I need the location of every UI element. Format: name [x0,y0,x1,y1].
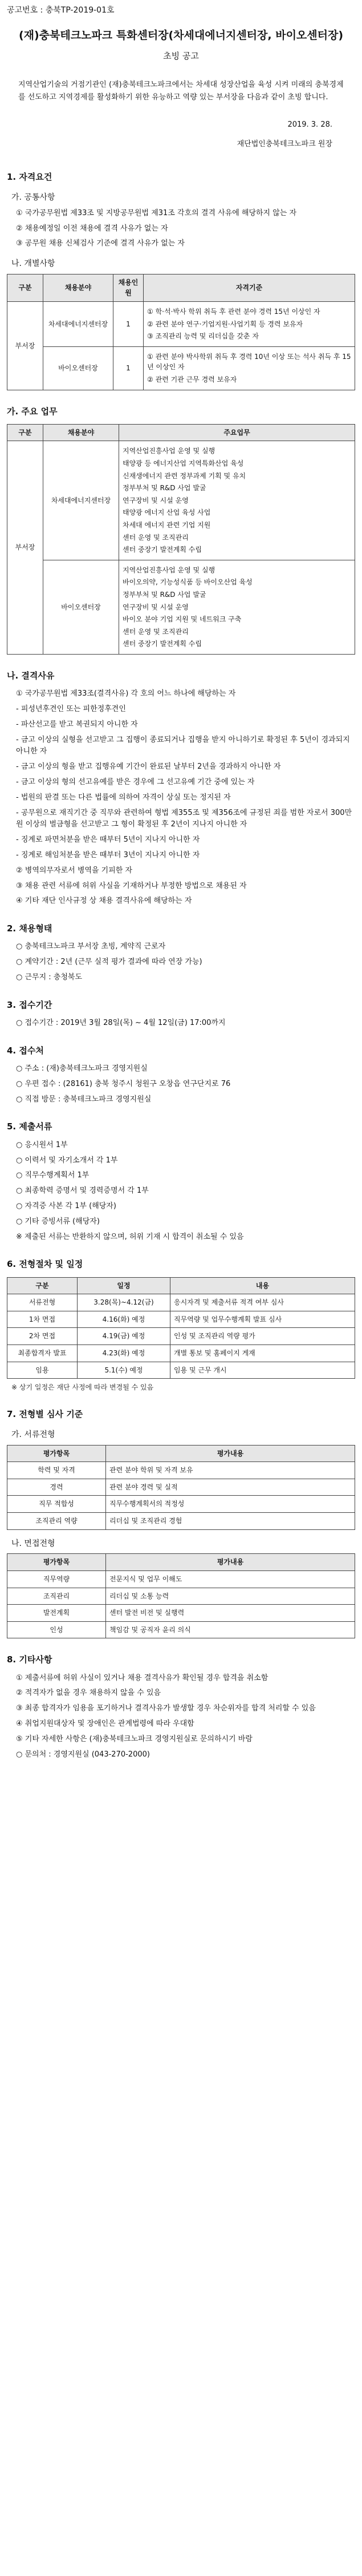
list-item: - 금고 이상의 형의 선고유예를 받은 경우에 그 선고유예 기간 중에 있는 자 [16,777,255,786]
duties-table [7,424,355,655]
list-item: 신재생에너지 관련 정부과제 기획 및 유치 [123,471,246,480]
list-item: ○ 최종학력 증명서 및 경력증명서 각 1부 [16,1186,149,1196]
list-item: ⑤ 기타 자세한 사항은 (재)충북테크노파크 경영지원실로 문의하시기 바람 [16,1734,253,1743]
list-item: 태양광 에너지 산업 육성 사업 [123,508,211,517]
table-row [7,1294,355,1311]
common-requirements-list [16,208,355,250]
list-item: ○ 접수기간 : 2019년 3월 28일(목) ~ 4월 12일(금) 17:00까지 [16,1019,226,1028]
table-cell: 최종합격자 발표 [7,1344,78,1362]
section-criteria-title: 7. 전형별 심사 기준 [7,1408,83,1419]
list-item: ② 채용예정일 이전 채용에 결격 사유가 없는 자 [16,224,168,233]
table-row [7,1513,355,1530]
notice-intro: 지역산업기술의 거점기관인 (재)충북테크노파크에서는 차세대 성장산업을 육성 시켜 미래의 충북경제를 선도하고 지역경제를 활성화하기 위한 유능하고 역량 있는 부서장을 다음과 같이 초빙 합니다. [18,80,344,102]
table-header: 평가내용 [106,1554,355,1571]
table-row [7,1362,355,1379]
list-item: 바이오 분야 기업 지원 및 네트워크 구축 [123,615,242,624]
list-item: 센터 운영 및 조직관리 [123,533,189,542]
table-row [7,1462,355,1479]
table-row [7,560,355,654]
document-criteria-table [7,1445,355,1530]
list-item: 센터 중장기 발전계획 수립 [123,546,202,554]
table-cell: 경력 [7,1479,106,1496]
list-item: ① 국가공무원법 제33조 및 지방공무원법 제31조 각호의 결격 사유에 해당하지 않는 자 [16,208,297,217]
table-cell [144,346,355,390]
table-cell: 서류전형 [7,1294,78,1311]
table-header: 구분 [7,274,43,301]
table-cell: 직무 적합성 [7,1496,106,1513]
list-item: ③ 채용 관련 서류에 허위 사실을 기재하거나 부정한 방법으로 채용된 자 [16,881,247,890]
table-cell: 전문지식 및 업무 이해도 [106,1570,355,1588]
table-cell: 조직관리 [7,1588,106,1605]
table-cell: 직무역량 [7,1570,106,1588]
table-cell: 관련 분야 경력 및 실적 [106,1479,355,1496]
table-cell: 관련 분야 학위 및 자격 보유 [106,1462,355,1479]
list-item: 정부부처 및 R&D 사업 발굴 [123,484,206,492]
list-item: ※ 제출된 서류는 반환하지 않으며, 허위 기재 시 합격이 취소될 수 있음 [16,1232,244,1241]
list-item: ② 관련 기관 근무 경력 보유자 [147,376,237,384]
list-item: ○ 주소 : (재)충북테크노파크 경영지원실 [16,1064,148,1073]
list-item: ① 학·석·박사 학위 취득 후 관련 분야 경력 15년 이상인 자 [147,308,320,316]
list-item: ○ 문의처 : 경영지원실 (043-270-2000) [16,1750,150,1759]
table-row [7,302,355,347]
table-cell: 바이오센터장 [43,346,113,390]
notice-number: 공고번호 : 충북TP-2019-01호 [7,6,115,15]
list-item: ① 국가공무원법 제33조(결격사유) 각 호의 어느 하나에 해당하는 자 [16,689,236,698]
notice-title: (재)충북테크노파크 특화센터장(차세대에너지센터장, 바이오센터장) [18,29,344,42]
list-item: ○ 응시원서 1부 [16,1140,68,1149]
schedule-table [7,1277,355,1379]
list-item: ○ 이력서 및 자기소개서 각 1부 [16,1156,118,1165]
table-row [7,1588,355,1605]
list-item: ③ 공무원 채용 신체검사 기준에 결격 사유가 없는 자 [16,239,185,248]
table-cell: 5.1(수) 예정 [78,1362,170,1379]
list-item: - 금고 이상의 실형을 선고받고 그 집행이 종료되거나 집행을 받지 아니하기로 확정된 후 5년이 경과되지 아니한 자 [16,735,350,756]
notice-date: 2019. 3. 28. [287,120,332,129]
interview-criteria-table [7,1553,355,1638]
table-cell: 리더십 및 조직관리 경험 [106,1513,355,1530]
qualifications-table [7,274,355,390]
table-cell: 2차 면접 [7,1328,78,1345]
list-item: ○ 계약기간 : 2년 (근무 실적 평가 결과에 따라 연장 가능) [16,958,202,967]
list-item: 연구장비 및 시설 운영 [123,496,189,504]
table-cell: 임용 및 근무 개시 [170,1362,355,1379]
table-cell: 4.19(금) 예정 [78,1328,170,1345]
table-row [7,1479,355,1496]
list-item: ○ 근무지 : 충청북도 [16,973,83,982]
table-cell: 바이오센터장 [43,560,119,654]
table-cell: 1 [113,346,144,390]
table-header: 내용 [170,1277,355,1294]
table-cell: 인성 및 조직관리 역량 평가 [170,1328,355,1345]
submission-place-list [16,1063,355,1105]
section-schedule-title: 6. 전형절차 및 일정 [7,1259,83,1270]
table-row [7,1621,355,1638]
section-submission-place-title: 4. 접수처 [7,1045,44,1056]
table-row [7,1605,355,1622]
notice-issuer: 재단법인충북테크노파크 원장 [237,139,332,148]
notice-subtitle: 초빙 공고 [163,51,199,62]
list-item: ④ 취업지원대상자 및 장애인은 관계법령에 따라 우대함 [16,1719,194,1728]
list-item: ○ 우편 접수 : (28161) 충북 청주시 청원구 오창읍 연구단지로 76 [16,1079,231,1088]
list-item: ② 관련 분야 연구·기업지원·사업기획 등 경력 보유자 [147,320,303,328]
misc-list [16,1673,355,1761]
section-documents-title: 5. 제출서류 [7,1121,52,1132]
table-cell: 1 [113,302,144,347]
table-row [7,346,355,390]
section-qualifications-title: 1. 자격요건 [7,171,52,182]
list-item: - 파산선고를 받고 복권되지 아니한 자 [16,720,138,729]
table-cell: 발전계획 [7,1605,106,1622]
table-cell: 조직관리 역량 [7,1513,106,1530]
interview-screening-title: 나. 면접전형 [11,1539,55,1548]
table-cell: 차세대에너지센터장 [43,302,113,347]
table-cell: 임용 [7,1362,78,1379]
list-item: ○ 자격증 사본 각 1부 (해당자) [16,1201,116,1210]
list-item: ③ 조직관리 능력 및 리더십을 갖춘 자 [147,332,259,341]
table-header: 구분 [7,1277,78,1294]
list-item: 센터 운영 및 조직관리 [123,627,189,636]
list-item: 태양광 등 에너지산업 지역특화산업 육성 [123,459,244,468]
individual-requirements-title: 나. 개별사항 [11,259,55,269]
section-misc-title: 8. 기타사항 [7,1654,52,1665]
list-item: - 금고 이상의 형을 받고 집행유예 기간이 완료된 날부터 2년을 경과하지 아니한 자 [16,762,281,772]
table-header: 채용분야 [43,274,113,301]
table-row [7,1344,355,1362]
table-row [7,1311,355,1328]
list-item: ○ 직접 방문 : 충북테크노파크 경영지원실 [16,1095,152,1104]
period-list [16,1018,355,1029]
section-period-title: 3. 접수기간 [7,999,52,1010]
section-employment-type-title: 2. 채용형태 [7,923,52,934]
list-item: 센터 중장기 발전계획 수립 [123,640,202,648]
employment-type-list [16,941,355,983]
table-header: 자격기준 [144,274,355,301]
table-row [7,1328,355,1345]
table-header: 평가내용 [106,1445,355,1462]
list-item: - 징계로 파면처분을 받은 때부터 5년이 지나지 아니한 자 [16,835,200,845]
table-cell: 부서장 [7,441,43,655]
table-cell: 직무역량 및 업무수행계획 발표 심사 [170,1311,355,1328]
table-cell: 책임감 및 공직자 윤리 의식 [106,1621,355,1638]
table-cell: 응시자격 및 제출서류 적격 여부 심사 [170,1294,355,1311]
table-header: 채용분야 [43,424,119,441]
list-item: - 법원의 판결 또는 다른 법률에 의하여 자격이 상실 또는 정지된 자 [16,793,231,802]
table-cell: 4.23(화) 예정 [78,1344,170,1362]
documents-list [16,1140,355,1243]
table-cell [119,560,355,654]
table-header: 주요업무 [119,424,355,441]
list-item: ○ 기타 증빙서류 (해당자) [16,1217,100,1226]
list-item: ① 제출서류에 허위 사실이 있거나 채용 결격사유가 확인될 경우 합격을 취소함 [16,1673,269,1682]
disqualification-list [16,688,355,907]
list-item: 지역산업진흥사업 운영 및 실행 [123,447,215,455]
table-header: 채용인원 [113,274,144,301]
list-item: 지역산업진흥사업 운영 및 실행 [123,566,215,574]
table-row [7,441,355,560]
list-item: ○ 충북테크노파크 부서장 초빙, 계약직 근로자 [16,942,166,951]
table-cell: 4.16(화) 예정 [78,1311,170,1328]
list-item: - 피성년후견인 또는 피한정후견인 [16,705,126,713]
table-cell: 3.28(목)~4.12(금) [78,1294,170,1311]
document-screening-title: 가. 서류전형 [11,1430,55,1439]
list-item: - 징계로 해임처분을 받은 때부터 3년이 지나지 아니한 자 [16,850,200,859]
table-row [7,1496,355,1513]
table-cell: 차세대에너지센터장 [43,441,119,560]
table-cell: 부서장 [7,302,43,390]
table-cell: 1차 면접 [7,1311,78,1328]
table-cell [144,302,355,347]
list-item: - 공무원으로 재직기간 중 직무와 관련하여 형법 제355조 및 제356조에 규정된 죄를 범한 자로서 300만원 이상의 벌금형을 선고받고 그 형이 확정된 후 2년이 지나지 아니한 자 [16,808,352,829]
table-cell: 학력 및 자격 [7,1462,106,1479]
list-item: ② 병역의무자로서 병역을 기피한 자 [16,866,132,875]
common-requirements-title: 가. 공통사항 [11,193,55,203]
schedule-note: ※ 상기 일정은 재단 사정에 따라 변경될 수 있음 [11,1383,154,1392]
table-cell [119,441,355,560]
list-item: 차세대 에너지 관련 기업 지원 [123,521,211,530]
list-item: ② 적격자가 없을 경우 채용하지 않을 수 있음 [16,1689,161,1698]
table-header: 평가항목 [7,1554,106,1571]
table-header: 일정 [78,1277,170,1294]
table-cell: 개별 통보 및 홈페이지 게재 [170,1344,355,1362]
table-cell: 리더십 및 소통 능력 [106,1588,355,1605]
table-cell: 센터 발전 비전 및 실행력 [106,1605,355,1622]
table-cell: 인성 [7,1621,106,1638]
list-item: 정부부처 및 R&D 사업 발굴 [123,590,206,599]
list-item: 바이오의약, 기능성식품 등 바이오산업 육성 [123,578,253,587]
list-item: 연구장비 및 시설 운영 [123,603,189,611]
table-header: 평가항목 [7,1445,106,1462]
table-header: 구분 [7,424,43,441]
section-duties-title: 가. 주요 업무 [7,406,58,417]
list-item: ④ 기타 재단 인사규정 상 채용 결격사유에 해당하는 자 [16,897,192,906]
list-item: ③ 최종 합격자가 임용을 포기하거나 결격사유가 발생할 경우 차순위자를 합격 처리할 수 있음 [16,1704,316,1713]
table-row [7,1570,355,1588]
table-cell: 직무수행계획서의 적정성 [106,1496,355,1513]
section-disqualification-title: 나. 결격사유 [7,670,55,681]
list-item: ① 관련 분야 박사학위 취득 후 경력 10년 이상 또는 석사 취득 후 15년 이상인 자 [147,352,351,372]
list-item: ○ 직무수행계획서 1부 [16,1171,90,1180]
